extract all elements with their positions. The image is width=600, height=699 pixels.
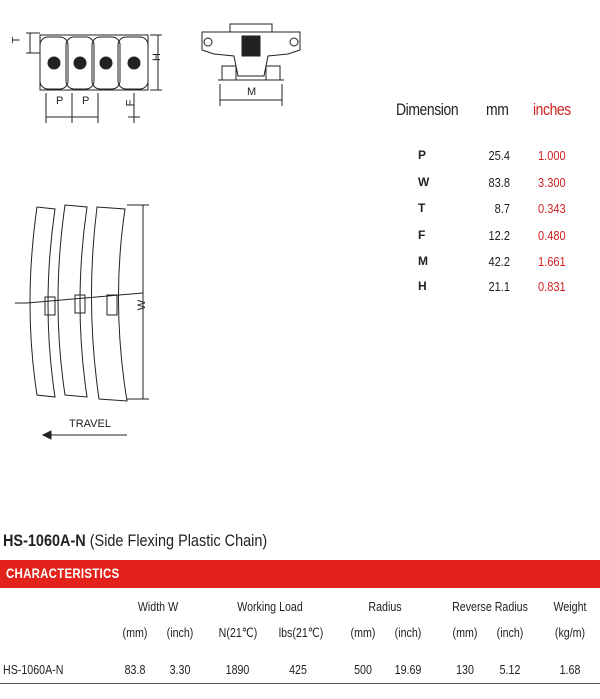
dimension-inches: 1.661 bbox=[538, 254, 566, 269]
cell-width-inch: 3.30 bbox=[169, 662, 191, 677]
dimension-mm: 21.1 bbox=[488, 279, 510, 294]
product-title bbox=[3, 531, 267, 551]
chain-top-view-drawing bbox=[10, 5, 170, 130]
chain-link-1 bbox=[40, 37, 68, 89]
dimension-header: Dimension bbox=[396, 100, 459, 119]
cell-rev-mm: 130 bbox=[456, 662, 474, 677]
inches-header: inches bbox=[533, 100, 571, 119]
dimension-mm: 42.2 bbox=[488, 254, 510, 269]
row-divider bbox=[0, 683, 600, 684]
dim-label-w: W bbox=[136, 299, 149, 311]
unit-rev-mm: (mm) bbox=[452, 625, 478, 640]
cell-radius-inch: 19.69 bbox=[394, 662, 422, 677]
dim-label-m: M bbox=[247, 86, 257, 98]
travel-label: TRAVEL bbox=[69, 418, 111, 430]
dimension-inches: 0.480 bbox=[538, 228, 566, 243]
dimension-symbol: T bbox=[418, 201, 426, 215]
dim-label-h: H bbox=[150, 53, 163, 61]
dim-label-p1: P bbox=[56, 95, 64, 107]
dimension-mm: 83.8 bbox=[488, 175, 510, 190]
dimension-symbol: M bbox=[418, 254, 428, 268]
dimension-row bbox=[390, 228, 600, 250]
dimension-mm: 8.7 bbox=[494, 201, 510, 216]
product-code: HS-1060A-N bbox=[3, 531, 86, 550]
unit-width-mm: (mm) bbox=[122, 625, 148, 640]
dimension-row bbox=[390, 175, 600, 197]
dimension-row bbox=[390, 148, 600, 170]
characteristics-title: CHARACTERISTICS bbox=[6, 565, 120, 581]
working-load-header: Working Load bbox=[237, 599, 303, 614]
dimension-row bbox=[390, 254, 600, 276]
chain-side-flex-drawing bbox=[15, 195, 165, 440]
dimension-inches: 1.000 bbox=[538, 148, 566, 163]
dimension-inches: 0.831 bbox=[538, 279, 566, 294]
dimension-inches: 3.300 bbox=[538, 175, 566, 190]
chain-link-3 bbox=[92, 37, 120, 89]
unit-radius-mm: (mm) bbox=[350, 625, 376, 640]
unit-rev-inch: (inch) bbox=[496, 625, 524, 640]
characteristics-header-bar bbox=[0, 560, 600, 588]
dimension-symbol: P bbox=[418, 148, 427, 162]
dimension-row bbox=[390, 279, 600, 301]
weight-header: Weight bbox=[553, 599, 587, 614]
dim-label-t: T bbox=[10, 36, 23, 44]
reverse-radius-header: Reverse Radius bbox=[452, 599, 528, 614]
dimension-symbol: H bbox=[418, 279, 427, 293]
dim-label-p2: P bbox=[82, 95, 90, 107]
unit-width-inch: (inch) bbox=[166, 625, 194, 640]
dimension-mm: 12.2 bbox=[488, 228, 510, 243]
product-description: (Side Flexing Plastic Chain) bbox=[89, 531, 268, 550]
row-name: HS-1060A-N bbox=[3, 662, 64, 677]
cell-width-mm: 83.8 bbox=[124, 662, 146, 677]
chain-end-view-drawing bbox=[198, 20, 304, 115]
radius-header: Radius bbox=[368, 599, 402, 614]
dimension-row bbox=[390, 201, 600, 223]
cell-radius-mm: 500 bbox=[354, 662, 372, 677]
cell-weight: 1.68 bbox=[559, 662, 581, 677]
unit-weight: (kg/m) bbox=[554, 625, 586, 640]
chain-link-2 bbox=[66, 37, 94, 89]
cell-load-n: 1890 bbox=[225, 662, 250, 677]
unit-radius-inch: (inch) bbox=[394, 625, 422, 640]
unit-load-n: N(21℃) bbox=[218, 625, 258, 640]
dimension-symbol: W bbox=[418, 175, 430, 189]
dimension-inches: 0.343 bbox=[538, 201, 566, 216]
width-header: Width W bbox=[137, 599, 179, 614]
unit-load-lbs: lbs(21℃) bbox=[278, 625, 324, 640]
chain-link-4 bbox=[118, 37, 148, 89]
cell-load-lbs: 425 bbox=[289, 662, 307, 677]
dimension-mm: 25.4 bbox=[488, 148, 510, 163]
dim-label-f: F bbox=[124, 99, 137, 107]
cell-rev-inch: 5.12 bbox=[499, 662, 521, 677]
mm-header: mm bbox=[486, 100, 509, 119]
dimension-symbol: F bbox=[418, 228, 426, 242]
